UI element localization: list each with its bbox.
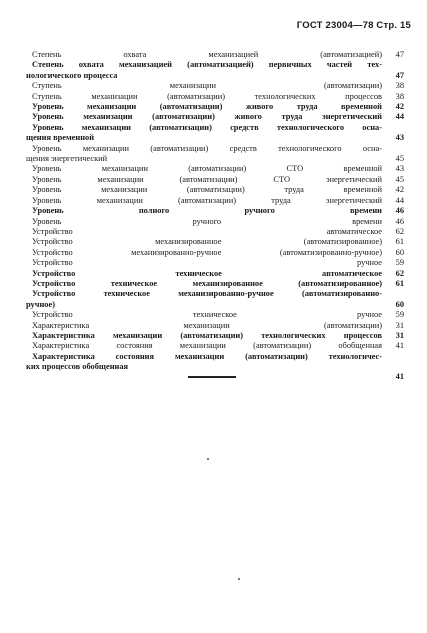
entry-page-number: 46 <box>395 206 404 216</box>
entry-term-continuation: щения энергетический <box>26 154 108 164</box>
index-entry <box>32 164 404 174</box>
index-entry <box>26 143 404 165</box>
entry-page-number: 61 <box>395 237 404 247</box>
speck <box>207 458 209 460</box>
entry-page-number: 44 <box>395 195 404 205</box>
entry-page-number: 47 <box>395 70 404 80</box>
entry-term: Уровень механизации (автоматизации) живого труда энергетический <box>32 112 382 122</box>
entry-term: Уровень ручного времени <box>32 216 382 226</box>
entry-page-number: 60 <box>395 247 404 257</box>
index-entry <box>32 310 404 320</box>
entry-page-number: 60 <box>395 299 404 309</box>
entry-term: Устройство техническое автоматическое <box>32 268 382 278</box>
entry-page-number: 47 <box>395 50 404 59</box>
entry-term-continuation: нологического процесса <box>26 70 118 80</box>
entry-term: Ступень механизации (автоматизации) <box>32 81 382 91</box>
index-entry <box>32 269 404 279</box>
index-entry <box>32 237 404 247</box>
index-entry <box>32 50 404 60</box>
entry-term: Устройство ручное <box>32 258 382 268</box>
index-entry <box>32 81 404 91</box>
index-entry <box>32 279 404 289</box>
entry-page-number: 31 <box>395 330 404 340</box>
entry-page-number: 31 <box>395 320 404 330</box>
entry-term-continuation: ручное) <box>26 299 55 309</box>
entry-page-number: 41 <box>395 372 404 382</box>
entry-page-number: 59 <box>395 258 404 268</box>
entry-term-continuation: ких процессов обобщенная <box>26 362 129 372</box>
index-entry <box>32 331 404 341</box>
entry-page-number: 38 <box>395 91 404 101</box>
page-header: ГОСТ 23004—78 Стр. 15 <box>296 20 411 31</box>
entry-term: Устройство автоматическое <box>32 226 382 236</box>
entry-page-number: 45 <box>395 154 404 164</box>
entry-page-number: 44 <box>395 112 404 122</box>
entry-page-number: 38 <box>395 81 404 91</box>
end-rule <box>188 376 236 378</box>
index-entry <box>32 185 404 195</box>
index-entry <box>32 341 404 351</box>
entry-term: Уровень механизации (автоматизации) СТО временной <box>32 164 382 174</box>
speck <box>238 578 240 580</box>
entry-term: Степень охвата механизацией (автоматизацией) первичных частей тех- <box>32 60 382 70</box>
entry-term-continuation: щения временной <box>26 133 95 143</box>
index-entry <box>26 351 404 382</box>
term-index <box>26 50 404 382</box>
entry-page-number: 43 <box>395 164 404 174</box>
entry-term: Характеристика состояния механизации (автоматизации) обобщенная <box>32 341 382 351</box>
index-entry <box>32 206 404 216</box>
entry-page-number: 59 <box>395 310 404 320</box>
entry-term: Характеристика механизации (автоматизации) <box>32 320 382 330</box>
entry-page-number: 61 <box>395 278 404 288</box>
index-entry <box>32 175 404 185</box>
index-entry <box>32 258 404 268</box>
index-entry <box>26 289 404 310</box>
entry-term: Устройство механизированно-ручное (автоматизированно-ручное) <box>32 247 382 257</box>
entry-page-number: 43 <box>395 133 404 143</box>
entry-page-number: 42 <box>395 185 404 195</box>
entry-page-number: 62 <box>395 268 404 278</box>
entry-term: Уровень механизации (автоматизации) труда временной <box>32 185 382 195</box>
entry-term: Характеристика состояния механизации (автоматизации) технологичес- <box>32 351 382 361</box>
entry-term: Уровень механизации (автоматизации) труда энергетический <box>32 195 382 205</box>
index-entry <box>26 122 404 144</box>
entry-page-number: 45 <box>395 174 404 184</box>
entry-term: Уровень механизации (автоматизации) средств технологического осна- <box>32 143 382 153</box>
entry-term: Устройство техническое механизированно-ручное (автоматизированно- <box>32 289 382 299</box>
index-entry <box>32 227 404 237</box>
entry-term: Уровень полного ручного времени <box>32 206 382 216</box>
index-entry <box>32 196 404 206</box>
index-entry <box>32 217 404 227</box>
index-entry <box>32 248 404 258</box>
index-entry <box>32 92 404 102</box>
entry-term: Ступень механизации (автоматизации) технологических процессов <box>32 91 382 101</box>
entry-term: Устройство техническое механизированное (автоматизированное) <box>32 278 382 288</box>
entry-term: Уровень механизации (автоматизации) СТО энергетический <box>32 174 382 184</box>
entry-term: Уровень механизации (автоматизации) живого труда временной <box>32 102 382 112</box>
entry-page-number: 46 <box>395 216 404 226</box>
index-entry <box>26 60 404 81</box>
entry-term: Устройство механизированное (автоматизированное) <box>32 237 382 247</box>
entry-page-number: 62 <box>395 226 404 236</box>
entry-page-number: 42 <box>395 102 404 112</box>
entry-page-number: 41 <box>395 341 404 351</box>
entry-term: Уровень механизации (автоматизации) средств технологического осна- <box>32 122 382 132</box>
entry-term: Устройство техническое ручное <box>32 310 382 320</box>
index-entry <box>32 102 404 112</box>
entry-term: Степень охвата механизацией (автоматизацией) <box>32 50 382 59</box>
entry-term: Характеристика механизации (автоматизации) технологических процессов <box>32 330 382 340</box>
index-entry <box>32 112 404 122</box>
index-entry <box>32 321 404 331</box>
